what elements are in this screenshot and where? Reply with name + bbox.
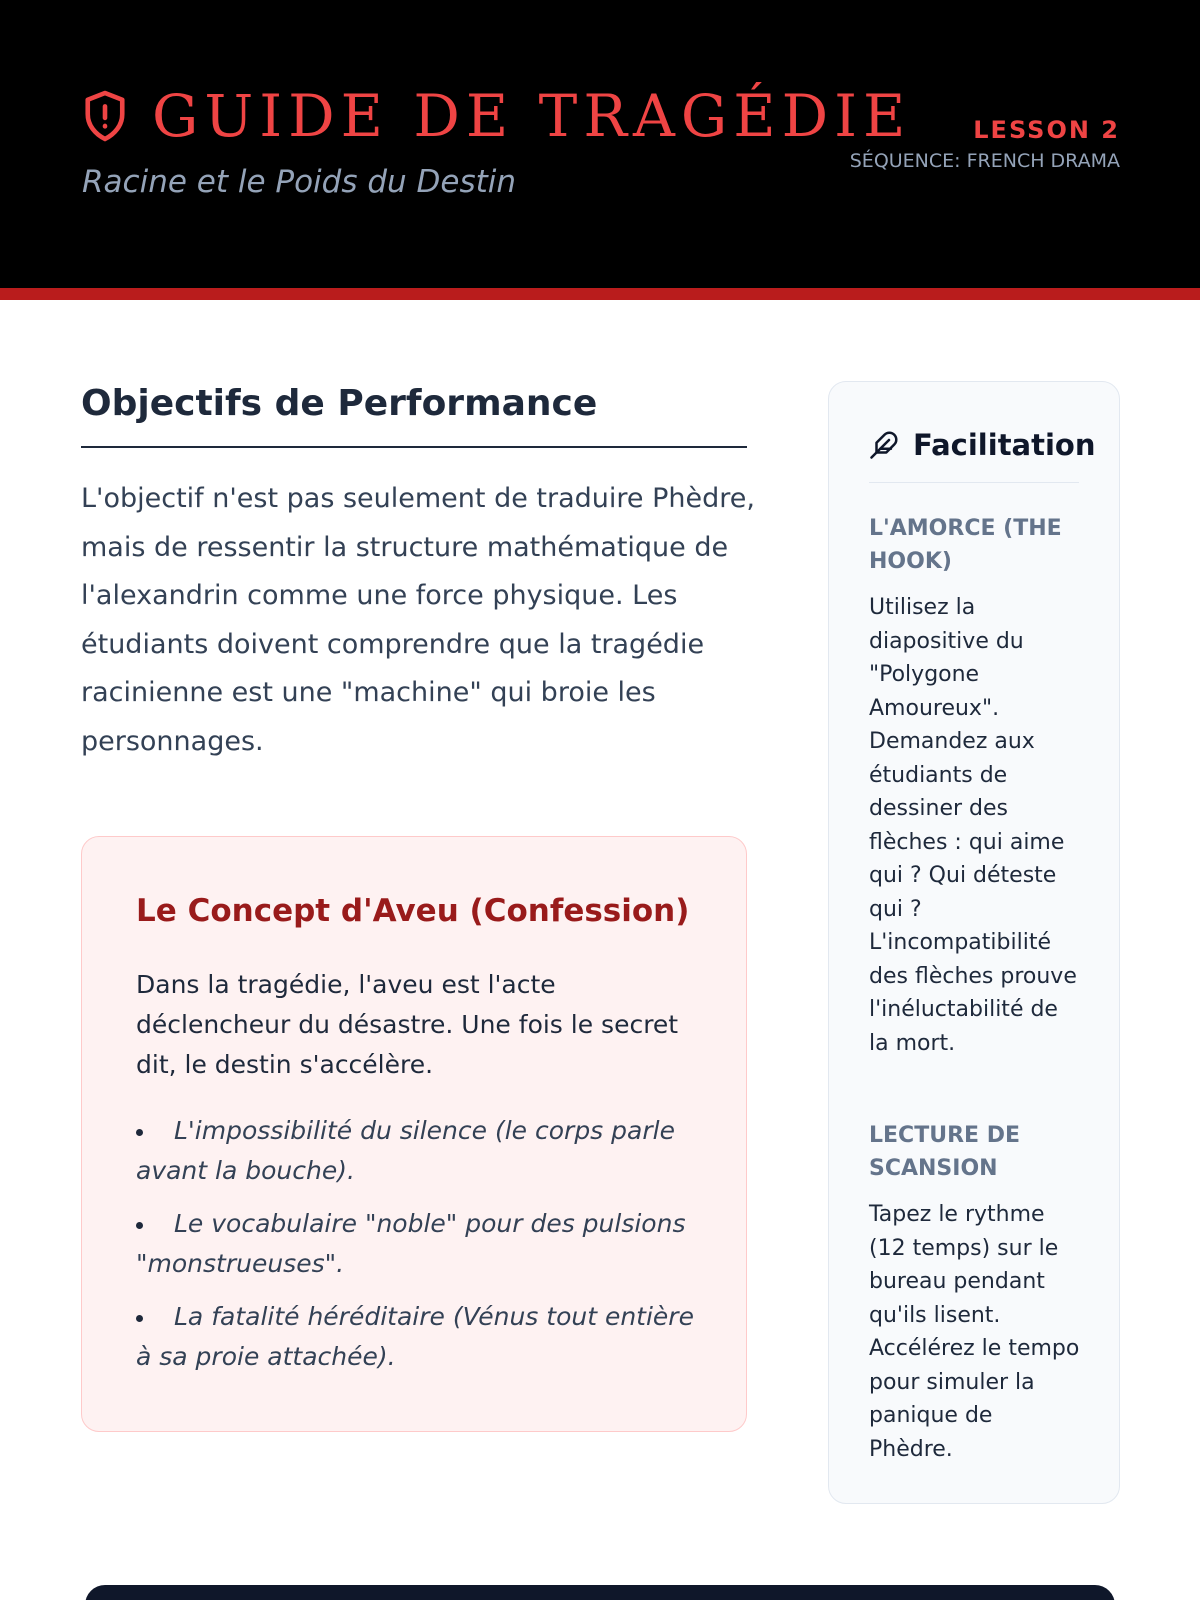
lesson-label: LESSON 2 (973, 116, 1120, 144)
footer-panel (85, 1585, 1115, 1600)
scansion-title: LECTURE DE SCANSION (869, 1123, 1020, 1181)
bullet-icon (136, 1129, 143, 1136)
list-item-text: La fatalité héréditaire (Vénus tout entière à sa proie attachée). (136, 1302, 694, 1371)
hook-title: L'AMORCE (THE HOOK) (869, 516, 1062, 574)
hook-text: Utilisez la diapositive du "Polygone Amoureux". Demandez aux étudiants de dessiner des flèches : qui aime qui ? Qui déteste qui ? L'incompatibilité des flèches prouve l'inéluctabilité de la mort. (869, 595, 1077, 1056)
guide-subtitle: Racine et le Poids du Destin (82, 164, 517, 200)
section-divider (81, 446, 747, 448)
list-item (136, 1204, 712, 1284)
intro-paragraph: L'objectif n'est pas seulement de traduire Phèdre, mais de ressentir la structure mathématique de l'alexandrin comme une force physique. Les étudiants doivent comprendre que la tragédie racinienne est une "machine" qui broie les personnages. (81, 483, 755, 757)
header-accent-bar (0, 288, 1200, 300)
sequence-label: SÉQUENCE: FRENCH DRAMA (849, 150, 1120, 172)
concept-text: Dans la tragédie, l'aveu est l'acte déclencheur du désastre. Une fois le secret dit, le destin s'accélère. (136, 970, 679, 1079)
sidebar-header (869, 428, 1096, 462)
sidebar-divider (869, 482, 1079, 483)
scansion-text: Tapez le rythme (12 temps) sur le bureau pendant qu'ils lisent. Accélérez le tempo pour simuler la panique de Phèdre. (869, 1202, 1080, 1462)
list-item (136, 1111, 712, 1191)
concept-title: Le Concept d'Aveu (Confession) (136, 893, 690, 929)
facilitation-sidebar (828, 381, 1120, 1504)
brand (82, 84, 911, 148)
list-item (136, 1297, 712, 1377)
guide-title: GUIDE DE TRAGÉDIE (152, 82, 912, 150)
sidebar-title: Facilitation (913, 428, 1096, 462)
concept-list (136, 1111, 712, 1390)
feather-icon (869, 430, 899, 460)
bullet-icon (136, 1222, 143, 1229)
shield-alert-icon (82, 89, 128, 143)
concept-card (81, 836, 747, 1432)
bullet-icon (136, 1315, 143, 1322)
list-item-text: L'impossibilité du silence (le corps parle avant la bouche). (136, 1116, 675, 1185)
page-header (0, 0, 1200, 288)
section-heading: Objectifs de Performance (81, 383, 598, 424)
list-item-text: Le vocabulaire "noble" pour des pulsions "monstrueuses". (136, 1209, 686, 1278)
